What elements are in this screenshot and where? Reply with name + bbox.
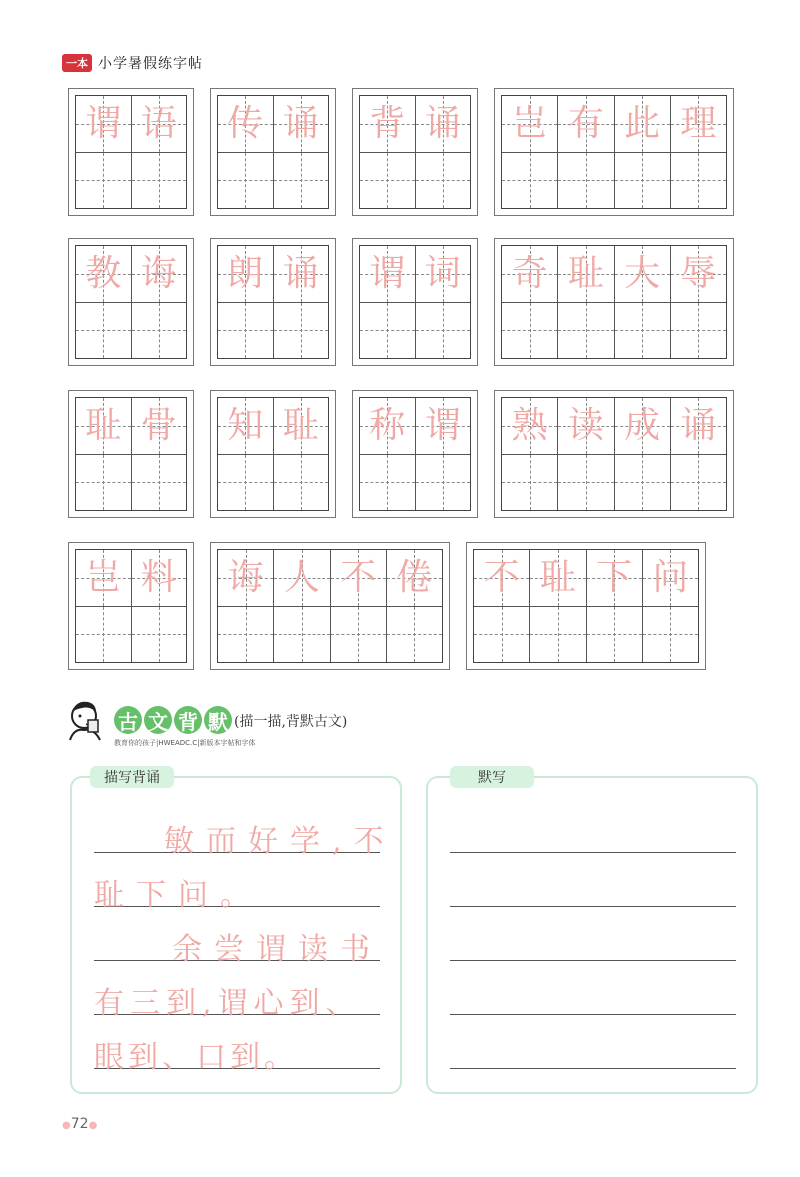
blank-writing-cell[interactable] [274,153,329,209]
trace-cell[interactable] [416,246,471,303]
trace-character: 耻 [539,556,576,598]
blank-writing-cell[interactable] [218,153,273,209]
writing-line [450,1068,736,1069]
blank-writing-cell[interactable] [360,153,415,209]
trace-character: 理 [680,102,717,144]
blank-writing-cell[interactable] [360,455,415,511]
book-title: 小学暑假练字帖 [98,56,203,72]
trace-cell[interactable] [76,550,131,607]
blank-writing-cell[interactable] [558,455,613,511]
character-column [474,550,530,662]
blank-writing-cell[interactable] [530,607,585,663]
practice-word-box [352,88,478,216]
trace-character: 耻 [567,252,604,294]
blank-writing-cell[interactable] [274,455,329,511]
trace-cell[interactable] [331,550,386,607]
blank-writing-cell[interactable] [76,455,131,511]
section-title-char: 背 [174,706,202,734]
trace-character: 朗 [227,252,264,294]
blank-writing-cell[interactable] [671,303,726,359]
trace-cell[interactable] [76,398,131,455]
blank-writing-cell[interactable] [474,607,529,663]
blank-writing-cell[interactable] [76,303,131,359]
trace-cell[interactable] [76,96,131,153]
character-column [218,246,274,358]
practice-word-box [210,238,336,366]
blank-writing-cell[interactable] [558,303,613,359]
character-column [558,96,614,208]
character-column [671,398,726,510]
character-column [218,550,274,662]
practice-word-box [352,238,478,366]
blank-writing-cell[interactable] [615,455,670,511]
trace-character: 此 [624,102,661,144]
blank-writing-cell[interactable] [218,455,273,511]
trace-cell[interactable] [360,96,415,153]
character-column [558,246,614,358]
trace-character: 成 [624,404,661,446]
character-column [331,550,387,662]
trace-cell[interactable] [132,246,187,303]
character-column [76,96,132,208]
trace-cell[interactable] [360,398,415,455]
trace-text-line: 耻下问。 [94,878,262,913]
trace-cell[interactable] [587,550,642,607]
page-number: ●72● [62,1116,98,1132]
trace-character: 词 [424,252,461,294]
character-column [615,398,671,510]
trace-character: 辱 [680,252,717,294]
character-column [416,96,471,208]
character-column [387,550,442,662]
blank-writing-cell[interactable] [558,153,613,209]
trace-character: 传 [227,102,264,144]
trace-cell[interactable] [218,246,273,303]
trace-cell[interactable] [218,398,273,455]
blank-writing-cell[interactable] [360,303,415,359]
writing-line [450,906,736,907]
trace-cell[interactable] [615,398,670,455]
character-column [360,96,416,208]
trace-cell[interactable] [671,246,726,303]
character-column [132,550,187,662]
blank-writing-cell[interactable] [331,607,386,663]
trace-character: 下 [596,556,633,598]
trace-cell[interactable] [274,398,329,455]
character-column [671,246,726,358]
section-title-char: 默 [204,706,232,734]
trace-character: 料 [140,556,177,598]
character-column [416,246,471,358]
trace-cell[interactable] [502,96,557,153]
child-reading-icon [62,696,110,744]
practice-word-box [210,88,336,216]
trace-character: 诲 [140,252,177,294]
blank-writing-cell[interactable] [76,607,131,663]
blank-writing-cell[interactable] [132,455,187,511]
blank-writing-cell[interactable] [416,455,471,511]
character-column [360,246,416,358]
blank-writing-cell[interactable] [218,303,273,359]
trace-character: 诲 [227,556,264,598]
trace-cell[interactable] [643,550,698,607]
trace-cell[interactable] [218,550,273,607]
trace-character: 称 [369,404,406,446]
trace-cell[interactable] [132,550,187,607]
trace-character: 知 [227,404,264,446]
character-column [587,550,643,662]
character-column [274,246,329,358]
trace-panel-tab: 描写背诵 [90,766,174,788]
trace-character: 诵 [680,404,717,446]
trace-character: 不 [483,556,520,598]
trace-character: 耻 [85,404,122,446]
character-column [530,550,586,662]
trace-character: 人 [283,556,320,598]
trace-character: 背 [369,102,406,144]
trace-character: 不 [340,556,377,598]
blank-writing-cell[interactable] [132,153,187,209]
section-title-char: 古 [114,706,142,734]
trace-character: 谓 [369,252,406,294]
practice-word-box [68,542,194,670]
trace-cell[interactable] [274,246,329,303]
trace-character: 熟 [511,404,548,446]
trace-cell[interactable] [474,550,529,607]
practice-word-box [68,238,194,366]
trace-cell[interactable] [416,96,471,153]
trace-cell[interactable] [671,96,726,153]
blank-writing-cell[interactable] [274,607,329,663]
trace-cell[interactable] [615,96,670,153]
trace-character: 谓 [85,102,122,144]
practice-word-box [210,390,336,518]
practice-word-box [494,238,734,366]
practice-word-box [494,88,734,216]
character-column [218,96,274,208]
trace-cell[interactable] [502,246,557,303]
trace-character: 岂 [85,556,122,598]
writing-line [450,852,736,853]
character-column [132,246,187,358]
character-column [502,96,558,208]
character-column [558,398,614,510]
practice-word-box [68,88,194,216]
character-column [76,550,132,662]
blank-writing-cell[interactable] [132,303,187,359]
trace-character: 耻 [282,404,319,446]
trace-text-line: 有三到,谓心到、 [94,986,362,1021]
character-column [671,96,726,208]
trace-text-line: 余尝谓读书 [172,932,382,967]
character-column [615,246,671,358]
blank-writing-cell[interactable] [587,607,642,663]
blank-writing-cell[interactable] [615,303,670,359]
section-title [114,706,234,734]
trace-cell[interactable] [558,398,613,455]
writing-line [450,960,736,961]
trace-character: 诵 [282,102,319,144]
character-column [416,398,471,510]
blank-writing-cell[interactable] [416,153,471,209]
trace-text-line: 眼到、口到。 [94,1040,298,1075]
trace-character: 岂 [511,102,548,144]
trace-character: 骨 [140,404,177,446]
section-note: (描一描,背默古文) [234,714,348,730]
character-column [502,398,558,510]
blank-writing-cell[interactable] [671,153,726,209]
blank-writing-cell[interactable] [218,607,273,663]
blank-writing-cell[interactable] [502,455,557,511]
character-column [502,246,558,358]
trace-cell[interactable] [132,398,187,455]
page-number-text: 72 [70,1116,89,1132]
blank-writing-cell[interactable] [416,303,471,359]
blank-writing-cell[interactable] [502,153,557,209]
book-header [62,52,203,74]
practice-word-box [210,542,450,670]
trace-cell[interactable] [76,246,131,303]
character-column [360,398,416,510]
trace-cell[interactable] [530,550,585,607]
dictation-panel-tab: 默写 [450,766,534,788]
blank-writing-cell[interactable] [387,607,442,663]
trace-cell[interactable] [502,398,557,455]
character-column [132,96,187,208]
dictation-panel [426,770,758,1094]
trace-cell[interactable] [671,398,726,455]
trace-cell[interactable] [387,550,442,607]
writing-line [450,1014,736,1015]
trace-character: 倦 [396,556,433,598]
trace-character: 语 [140,102,177,144]
character-column [76,398,132,510]
trace-character: 问 [652,556,689,598]
blank-writing-cell[interactable] [643,607,698,663]
trace-character: 奇 [511,252,548,294]
section-heading [62,696,422,748]
trace-cell[interactable] [416,398,471,455]
trace-cell[interactable] [274,96,329,153]
trace-character: 诵 [424,102,461,144]
blank-writing-cell[interactable] [502,303,557,359]
trace-character: 教 [85,252,122,294]
character-column [218,398,274,510]
section-title-char: 文 [144,706,172,734]
practice-word-box [494,390,734,518]
trace-panel [70,770,402,1094]
trace-cell[interactable] [558,96,613,153]
character-column [274,96,329,208]
trace-cell[interactable] [558,246,613,303]
series-badge: 一本 [62,54,92,72]
character-column [615,96,671,208]
trace-cell[interactable] [274,550,329,607]
trace-character: 诵 [282,252,319,294]
trace-character: 有 [567,102,604,144]
trace-character: 读 [567,404,604,446]
blank-writing-cell[interactable] [132,607,187,663]
blank-writing-cell[interactable] [274,303,329,359]
character-column [274,550,330,662]
trace-text-line: 敏而好学,不 [164,824,396,859]
practice-word-box [466,542,706,670]
blank-writing-cell[interactable] [615,153,670,209]
blank-writing-cell[interactable] [76,153,131,209]
trace-cell[interactable] [218,96,273,153]
character-column [132,398,187,510]
section-subtitle: 教育你的孩子|HWEADC.C|新版本字帖和字体 [114,739,256,747]
blank-writing-cell[interactable] [671,455,726,511]
trace-character: 谓 [424,404,461,446]
character-column [274,398,329,510]
trace-cell[interactable] [615,246,670,303]
trace-cell[interactable] [360,246,415,303]
practice-word-box [352,390,478,518]
practice-word-box [68,390,194,518]
character-column [76,246,132,358]
trace-character: 大 [624,252,661,294]
trace-cell[interactable] [132,96,187,153]
character-column [643,550,698,662]
